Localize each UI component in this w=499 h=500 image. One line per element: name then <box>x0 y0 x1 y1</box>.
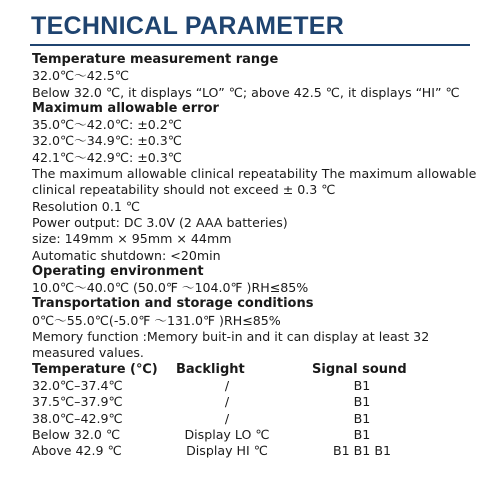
page-title: TECHNICAL PARAMETER <box>31 12 345 40</box>
max-error-line-3: 42.1℃～42.9℃: ±0.3℃ <box>32 149 182 165</box>
header-signal-sound: Signal sound <box>312 361 407 377</box>
table-row <box>32 394 492 410</box>
parameter-list <box>32 52 492 459</box>
max-error-heading: Maximum allowable error <box>32 100 219 116</box>
max-error-line-2: 32.0℃～34.9℃: ±0.3℃ <box>32 133 182 149</box>
row-signal: B1 <box>353 410 371 426</box>
transport-heading: Transportation and storage conditions <box>32 296 314 312</box>
row-temperature: 32.0℃–37.4℃ <box>32 377 123 393</box>
row-backlight: / <box>224 394 230 410</box>
header-temperature: Temperature (℃) <box>32 361 158 377</box>
size-text: size: 149mm × 95mm × 44mm <box>32 231 232 247</box>
row-temperature: 38.0℃–42.9℃ <box>32 410 123 426</box>
row-signal: B1 <box>353 377 371 393</box>
temp-range-note: Below 32.0 ℃, it displays “LO” ℃; above 42.5 ℃, it displays “HI” ℃ <box>32 84 460 100</box>
header-backlight: Backlight <box>176 361 245 377</box>
table-row <box>32 411 492 427</box>
repeatability-text: The maximum allowable clinical repeatability The maximum allowable clinical repeatability should not exceed ± 0.3 ℃ <box>32 166 477 198</box>
operating-value: 10.0℃～40.0℃ (50.0℉ ～104.0℉ )RH≤85% <box>32 280 309 296</box>
table-row <box>32 443 492 459</box>
row-backlight: / <box>224 377 230 393</box>
max-error-line-1: 35.0℃～42.0℃: ±0.2℃ <box>32 117 182 133</box>
title-underline <box>30 44 470 46</box>
indicator-table <box>32 362 492 460</box>
transport-value: 0℃～55.0℃(-5.0℉ ～131.0℉ )RH≤85% <box>32 312 281 328</box>
table-row <box>32 427 492 443</box>
shutdown-text: Automatic shutdown: <20min <box>32 247 221 263</box>
row-signal: B1 <box>353 394 371 410</box>
row-temperature: 37.5℃–37.9℃ <box>32 394 123 410</box>
row-temperature: Above 42.9 ℃ <box>32 443 122 459</box>
temp-range-value: 32.0℃～42.5℃ <box>32 68 129 84</box>
row-backlight: Display LO ℃ <box>184 426 270 442</box>
table-header-row <box>32 362 492 378</box>
operating-heading: Operating environment <box>32 263 204 279</box>
resolution-text: Resolution 0.1 ℃ <box>32 198 140 214</box>
table-row <box>32 378 492 394</box>
row-signal: B1 B1 B1 <box>333 443 391 459</box>
row-signal: B1 <box>353 426 371 442</box>
row-temperature: Below 32.0 ℃ <box>32 426 121 442</box>
power-text: Power output: DC 3.0V (2 AAA batteries) <box>32 214 288 230</box>
temp-range-heading: Temperature measurement range <box>32 52 279 67</box>
memory-text: Memory function :Memory buit-in and it can display at least 32 measured values. <box>32 329 430 361</box>
row-backlight: Display HI ℃ <box>186 443 268 459</box>
row-backlight: / <box>224 410 230 426</box>
